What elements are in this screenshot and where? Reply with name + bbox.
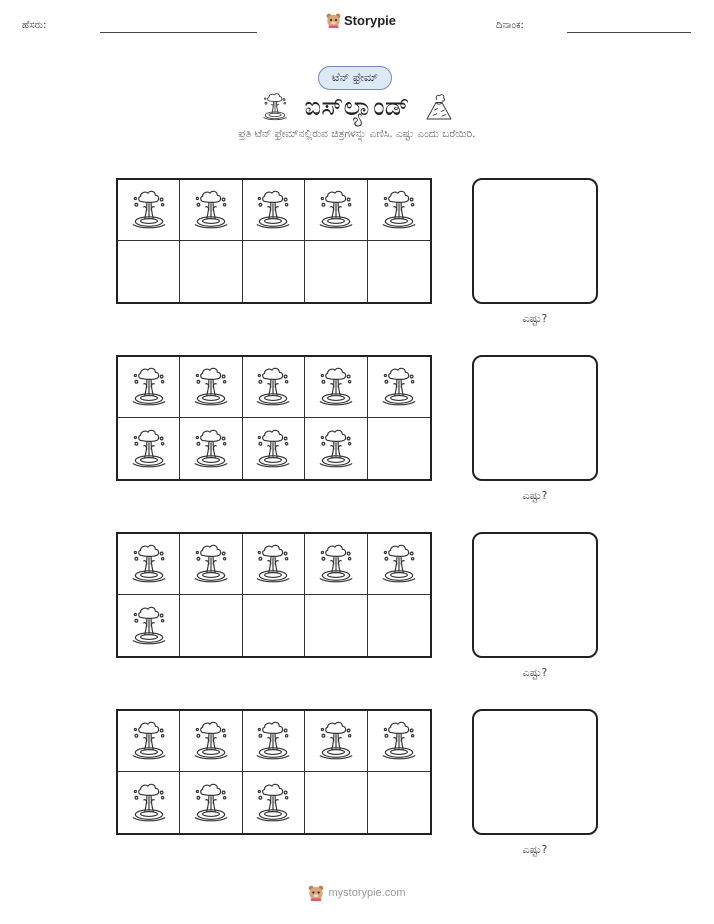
ten-frame-cell xyxy=(243,711,305,772)
ten-frame-cell xyxy=(243,357,305,418)
ten-frame-cell xyxy=(118,711,180,772)
answer-box[interactable] xyxy=(472,178,598,304)
ten-frame-cell xyxy=(180,772,242,833)
geyser-icon xyxy=(315,189,357,231)
footer-url: mystorypie.com xyxy=(328,886,406,899)
ten-frame-cell xyxy=(368,357,430,418)
ten-frame xyxy=(116,178,432,304)
ten-frame xyxy=(116,709,432,835)
ten-frame-cell xyxy=(118,241,180,302)
geyser-icon xyxy=(315,720,357,762)
ten-frame-cell xyxy=(368,772,430,833)
ten-frame-cell xyxy=(243,595,305,656)
geyser-icon xyxy=(252,543,294,585)
geyser-icon xyxy=(252,782,294,824)
geyser-icon xyxy=(128,428,170,470)
ten-frame-cell xyxy=(243,534,305,595)
answer-box[interactable] xyxy=(472,709,598,835)
name-line[interactable] xyxy=(100,32,257,33)
geyser-icon xyxy=(252,189,294,231)
ten-frame-cell xyxy=(305,180,367,241)
geyser-icon xyxy=(128,605,170,647)
date-line[interactable] xyxy=(567,32,691,33)
instructions: ಪ್ರತಿ ಟೆನ್ ಫ್ರೇಮ್‌ನಲ್ಲಿರುವ ಚಿತ್ರಗಳನ್ನು ಎಣಿಸಿ. ಎಷ್ಟು ಎಂದು ಬರೆಯಿರಿ. xyxy=(238,128,476,140)
ten-frame-cell xyxy=(305,534,367,595)
ten-frame-cell xyxy=(180,180,242,241)
brand-name: Storypie xyxy=(344,12,397,28)
geyser-icon xyxy=(378,543,420,585)
ten-frame-cell xyxy=(305,711,367,772)
ten-frame-cell xyxy=(368,418,430,479)
geyser-icon xyxy=(378,189,420,231)
how-many-label: ಎಷ್ಟು? xyxy=(522,666,548,679)
ten-frame-cell xyxy=(243,241,305,302)
geyser-icon xyxy=(378,366,420,408)
geyser-icon xyxy=(128,543,170,585)
ten-frame-cell xyxy=(305,772,367,833)
ten-frame-cell xyxy=(368,241,430,302)
geyser-icon xyxy=(128,366,170,408)
geyser-icon xyxy=(252,720,294,762)
geyser-icon xyxy=(190,428,232,470)
footer xyxy=(0,884,714,901)
date-label: ದಿನಾಂಕ: xyxy=(496,20,524,31)
geyser-icon xyxy=(128,720,170,762)
geyser-icon xyxy=(315,366,357,408)
ten-frame-cell xyxy=(118,418,180,479)
ten-frame-cell xyxy=(243,180,305,241)
ten-frame-cell xyxy=(243,418,305,479)
geyser-icon xyxy=(315,543,357,585)
geyser-icon xyxy=(190,366,232,408)
geyser-icon xyxy=(190,543,232,585)
how-many-label: ಎಷ್ಟು? xyxy=(522,489,548,502)
geyser-icon xyxy=(260,90,290,124)
geyser-icon xyxy=(190,189,232,231)
geyser-icon xyxy=(252,366,294,408)
ten-frame xyxy=(116,355,432,481)
ten-frame xyxy=(116,532,432,658)
ten-frame-cell xyxy=(243,772,305,833)
ten-frame-cell xyxy=(180,418,242,479)
geyser-icon xyxy=(190,720,232,762)
geyser-icon xyxy=(378,720,420,762)
geyser-icon xyxy=(315,428,357,470)
ten-frame-cell xyxy=(180,534,242,595)
storypie-logo-icon xyxy=(326,12,341,28)
answer-box[interactable] xyxy=(472,355,598,481)
ten-frame-cell xyxy=(368,595,430,656)
name-label: ಹೆಸರು: xyxy=(22,20,47,31)
geyser-icon xyxy=(128,189,170,231)
title-row xyxy=(0,90,714,124)
ten-frame-cell xyxy=(180,357,242,418)
ten-frame-cell xyxy=(180,241,242,302)
ten-frame-cell xyxy=(305,357,367,418)
ten-frame-cell xyxy=(180,711,242,772)
ten-frame-cell xyxy=(305,418,367,479)
page-title: ಐಸ್‌ಲ್ಯಾಂಡ್ xyxy=(304,91,410,122)
ten-frame-cell xyxy=(118,772,180,833)
storypie-logo-icon xyxy=(308,884,324,901)
geyser-icon xyxy=(190,782,232,824)
how-many-label: ಎಷ್ಟು? xyxy=(522,843,548,856)
ten-frame-cell xyxy=(118,595,180,656)
ten-frame-cell xyxy=(118,534,180,595)
ten-frame-cell xyxy=(368,180,430,241)
geyser-icon xyxy=(252,428,294,470)
ten-frame-cell xyxy=(118,180,180,241)
answer-box[interactable] xyxy=(472,532,598,658)
ten-frame-cell xyxy=(305,241,367,302)
brand xyxy=(326,12,396,28)
category-pill: ಟೆನ್ ಫ್ರೇಮ್ xyxy=(318,66,392,90)
volcano-icon xyxy=(424,90,454,124)
ten-frame-cell xyxy=(368,711,430,772)
ten-frame-cell xyxy=(118,357,180,418)
how-many-label: ಎಷ್ಟು? xyxy=(522,312,548,325)
ten-frame-cell xyxy=(368,534,430,595)
ten-frame-cell xyxy=(180,595,242,656)
ten-frame-cell xyxy=(305,595,367,656)
geyser-icon xyxy=(128,782,170,824)
